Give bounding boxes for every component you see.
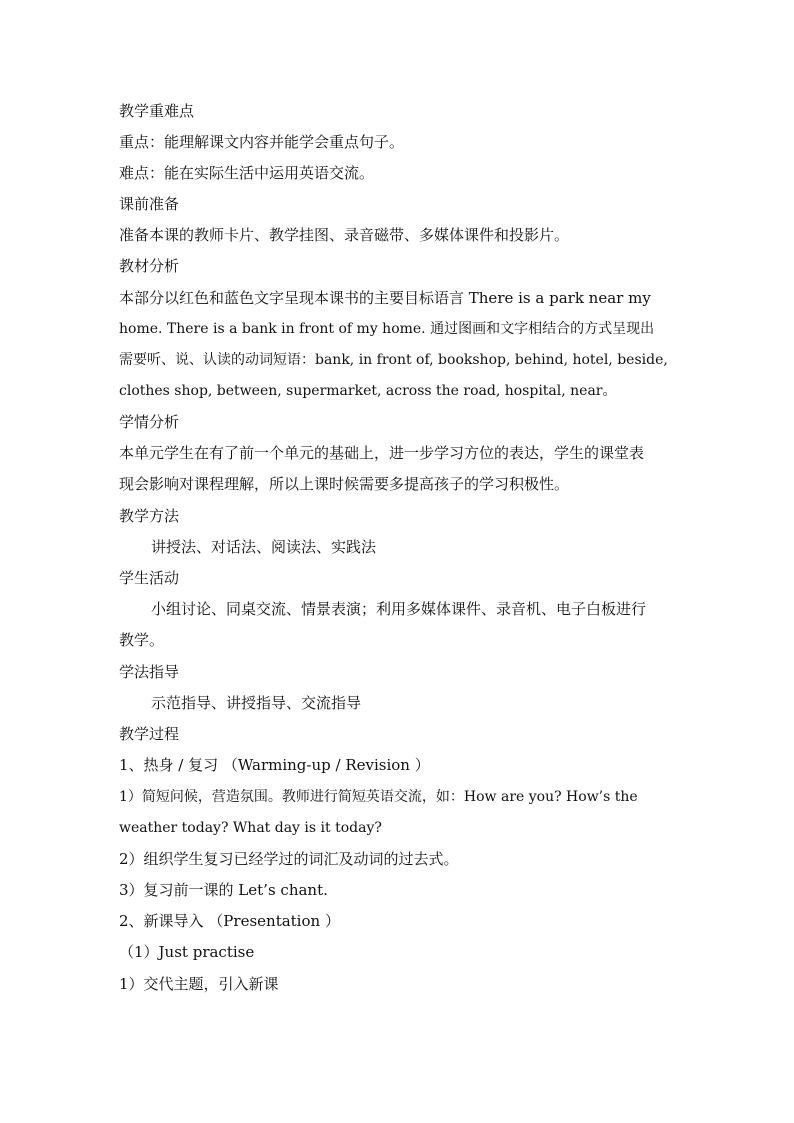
paragraph-line: clothes shop, between, supermarket, across the road, hospital, near。 bbox=[119, 383, 617, 399]
heading-material-analysis: 教材分析 bbox=[119, 257, 180, 275]
substep-just-practise: （1）Just practise bbox=[119, 943, 255, 961]
text-learning-guidance: 示范指导、讲授指导、交流指导 bbox=[151, 694, 362, 712]
paragraph-line: 小组讨论、同桌交流、情景表演；利用多媒体课件、录音机、电子白板进行 bbox=[151, 600, 647, 618]
heading-teaching-methods: 教学方法 bbox=[119, 507, 180, 525]
paragraph-line: 需要听、说、认读的动词短语：bank, in front of, bookshop, behind, hotel, beside, bbox=[119, 352, 668, 368]
heading-learning-guidance: 学法指导 bbox=[119, 663, 180, 681]
paragraph-line: 1）简短问候，营造氛围。教师进行简短英语交流，如：How are you? How’s the bbox=[119, 789, 638, 805]
paragraph-line: 现会影响对课程理解，所以上课时候需要多提高孩子的学习积极性。 bbox=[119, 475, 570, 493]
heading-preparation: 课前准备 bbox=[119, 195, 180, 213]
heading-teaching-process: 教学过程 bbox=[119, 725, 180, 743]
step-presentation: 2、新课导入 （Presentation ） bbox=[119, 912, 340, 930]
step-warming-up: 1、热身 / 复习 （Warming-up / Revision ） bbox=[119, 756, 430, 774]
paragraph-line: 3）复习前一课的 Let’s chant. bbox=[119, 881, 328, 899]
text-preparation: 准备本课的教师卡片、教学挂图、录音磁带、多媒体课件和投影片。 bbox=[119, 226, 570, 244]
heading-learner-analysis: 学情分析 bbox=[119, 413, 180, 431]
heading-key-points: 教学重难点 bbox=[119, 102, 195, 120]
text-teaching-methods: 讲授法、对话法、阅读法、实践法 bbox=[151, 538, 377, 556]
paragraph-line: 2）组织学生复习已经学过的词汇及动词的过去式。 bbox=[119, 850, 459, 868]
paragraph-line: 本部分以红色和蓝色文字呈现本课书的主要目标语言 There is a park near my bbox=[119, 289, 651, 307]
text-difficulty: 难点：能在实际生活中运用英语交流。 bbox=[119, 164, 375, 182]
paragraph-line: weather today? What day is it today? bbox=[119, 820, 382, 836]
text-key-point: 重点：能理解课文内容并能学会重点句子。 bbox=[119, 133, 405, 151]
heading-student-activities: 学生活动 bbox=[119, 569, 180, 587]
paragraph-line: 教学。 bbox=[119, 631, 165, 649]
paragraph-line: 1）交代主题，引入新课 bbox=[119, 975, 279, 993]
paragraph-line: 本单元学生在有了前一个单元的基础上，进一步学习方位的表达，学生的课堂表 bbox=[119, 444, 645, 462]
paragraph-line: home. There is a bank in front of my home. 通过图画和文字相结合的方式呈现出 bbox=[119, 321, 655, 337]
